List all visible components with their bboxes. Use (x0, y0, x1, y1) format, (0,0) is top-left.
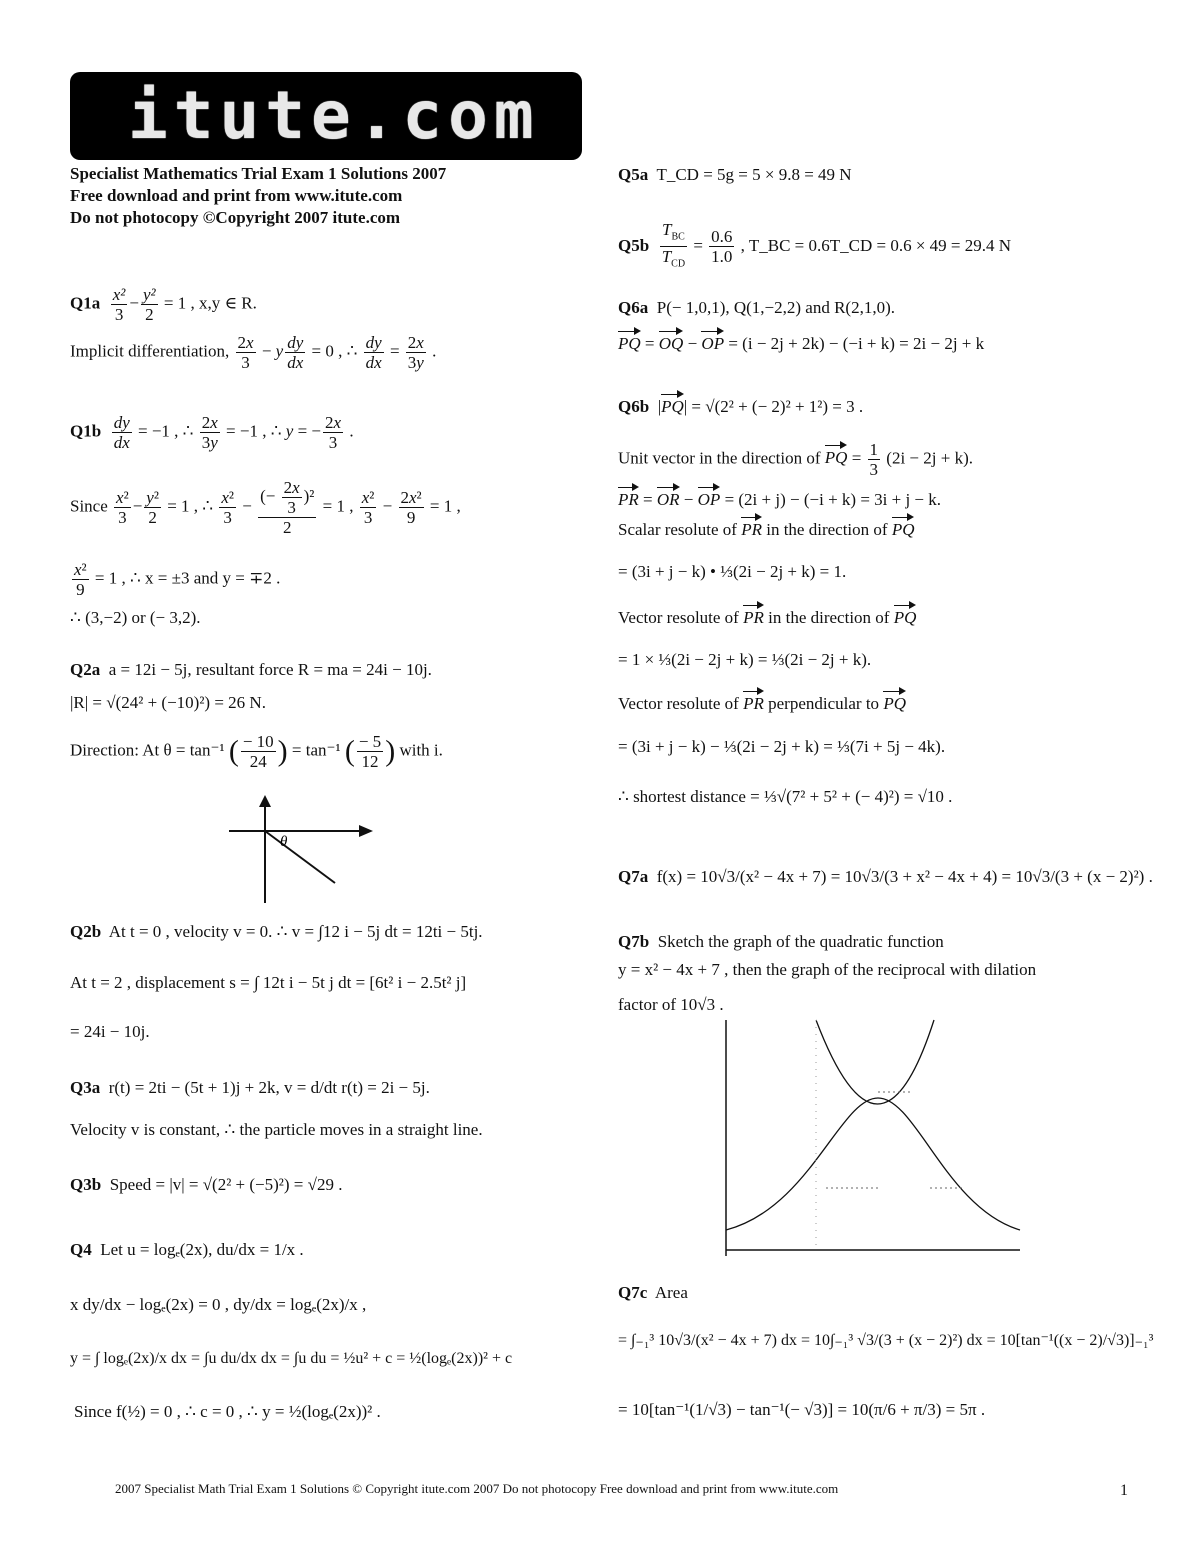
q2a-equals-text: = tan⁻¹ (291, 740, 341, 760)
q5b-line: Q5b $\frac{T_{BC}}{T_{CD}}$ = $\frac{0.6}{1.0}$ , T_BC = 0.6T_CD = 0.6 × 49 = 29.4 N (618, 220, 1012, 270)
q6b-perp: Vector resolute of PR perpendicular to PQ (618, 694, 906, 713)
header-download: Free download and print from www.itute.com (70, 186, 403, 205)
q4-line3: y = ∫ logₑ(2x)/x dx = ∫u du/dx dx = ∫u du = ½u² + c = ½(logₑ(2x))² + c (70, 1350, 513, 1367)
q2a-line1 (70, 660, 432, 680)
q3b-label: Q3b (70, 1175, 102, 1194)
q7c-label: Q7c (618, 1283, 648, 1302)
q6b-unit-text2: (2i − 2j + k). (886, 448, 973, 468)
q2a-line3: Direction: At θ = tan⁻¹ ( $\frac{- 10}{24}$ ) = tan⁻¹ ( $\frac{- 5}{12}$ ) with i. (70, 732, 443, 771)
q2a-direction-diagram (225, 793, 380, 905)
q6a-line2-text: = (i − 2j + 2k) − (−i + k) = 2i − 2j + k (728, 334, 985, 353)
q6a-line1-text: P(− 1,0,1), Q(1,−2,2) and R(2,1,0). (656, 298, 895, 317)
q2b-line2: At t = 2 , displacement s = ∫ 12t i − 5t j dt = [6t² i − 2.5t² j] (70, 973, 467, 992)
reciprocal-curve (726, 1098, 1020, 1230)
q7c-line1: = ∫₋₁³ 10√3/(x² − 4x + 7) dx = 10∫₋₁³ √3/(3 + (x − 2)²) dx = 10[tan⁻¹((x − 2)/√3)]₋₁³ (618, 1332, 1154, 1349)
q7b-line2: y = x² − 4x + 7 , then the graph of the reciprocal with dilation (618, 960, 1037, 979)
q6b-scalar-text2: in the direction of (766, 520, 888, 539)
q1b-block: Q1b $\frac{dy}{dx}$ = −1 , ∴ $\frac{2x}{3y}$ = −1 , ∴ y = − $\frac{2x}{3}$ . (70, 413, 354, 452)
footer-text: 2007 Specialist Math Trial Exam 1 Solutions © Copyright itute.com 2007 Do not photocopy Free download and print from www.itute.com (115, 1481, 839, 1496)
q6b-vres-text2: in the direction of (768, 608, 890, 627)
q7a-line (618, 867, 1153, 887)
q6b-scalar-value: = (3i + j − k) • ⅓(2i − 2j + k) = 1. (618, 562, 847, 581)
q6b-vres-value: = 1 × ⅓(2i − 2j + k) = ⅓(2i − 2j + k). (618, 650, 872, 669)
q4-line1 (70, 1240, 304, 1260)
q7c-line2: = 10[tan⁻¹(1/√3) − tan⁻¹(− √3)] = 10(π/6 + π/3) = 5π . (618, 1400, 986, 1419)
q2a-line1-text: a = 12i − 5j, resultant force R = ma = 24i − 10j. (108, 660, 432, 679)
q1b-points: ∴ (3,−2) or (− 3,2). (70, 608, 201, 627)
q1a-label: Q1a (70, 293, 101, 313)
q1a-implicit-text: Implicit differentiation, (70, 341, 230, 361)
q6b-scalar: Scalar resolute of PR in the direction of PQ (618, 520, 915, 539)
q6b-perp-text: Vector resolute of (618, 694, 739, 713)
q7b-line3: factor of 10√3 . (618, 995, 724, 1014)
q1a-implicit: Implicit differentiation, $\frac{2x}{3}$ − y $\frac{dy}{dx}$ = 0 , ∴ $\frac{dy}{dx}$ = $\frac{2x}{3y}$ . (70, 333, 437, 372)
q6b-distance: ∴ shortest distance = ⅓√(7² + 5² + (− 4)²) = √10 . (618, 787, 953, 806)
q5b-text: , T_BC = 0.6T_CD = 0.6 × 49 = 29.4 N (740, 235, 1012, 255)
q7a-text: f(x) = 10√3/(x² − 4x + 7) = 10√3/(3 + x² − 4x + 4) = 10√3/(3 + (x − 2)²) . (656, 867, 1153, 886)
q7c-line0 (618, 1283, 688, 1303)
q3a-line1 (70, 1078, 430, 1098)
q2b-line1 (70, 922, 483, 942)
q6b-label: Q6b (618, 397, 650, 416)
q2b-line3: = 24i − 10j. (70, 1022, 150, 1041)
q2a-with-i-text: with i. (399, 740, 443, 760)
q1b-since-text: Since (70, 496, 108, 516)
q6a-label: Q6a (618, 298, 649, 317)
q6b-vres-text: Vector resolute of (618, 608, 739, 627)
itute-logo: itute.com (70, 72, 582, 160)
q6a-line1 (618, 298, 895, 318)
q6b-scalar-text: Scalar resolute of (618, 520, 737, 539)
parabola-curve (816, 1020, 934, 1104)
page-number: 1 (1120, 1482, 1128, 1499)
q1a-block: Q1a $\frac{\text{x²}}{3}$ − $\frac{\text{y²}}{2}$ = 1 , x,y ∈ R. (70, 285, 257, 324)
q3a-line1-text: r(t) = 2ti − (5t + 1)j + 2k, v = d/dt r(t) = 2i − 5j. (108, 1078, 430, 1097)
q6b-line1-text: = √(2² + (− 2)² + 1²) = 3 . (691, 397, 864, 416)
q2a-label: Q2a (70, 660, 101, 679)
q2a-line2: |R| = √(24² + (−10)²) = 26 N. (70, 693, 266, 712)
q6a-line2: PQ = OQ − OP = (i − 2j + 2k) − (−i + k) = 2i − 2j + k (618, 334, 985, 353)
header-copyright: Do not photocopy ©Copyright 2007 itute.com (70, 208, 401, 227)
q3b-line1-text: Speed = |v| = √(2² + (−5)²) = √29 . (109, 1175, 343, 1194)
q4-line4: Since f(½) = 0 , ∴ c = 0 , ∴ y = ½(logₑ(2x))² . (74, 1402, 381, 1421)
q6b-perp-value: = (3i + j − k) − ⅓(2i − 2j + k) = ⅓(7i + 5j − 4k). (618, 737, 946, 756)
q5a-line (618, 165, 852, 185)
q6b-vres: Vector resolute of PR in the direction of PQ (618, 608, 917, 627)
q1a-equation: = 1 , x,y ∈ R. (163, 293, 257, 313)
q3a-label: Q3a (70, 1078, 101, 1097)
q2b-label: Q2b (70, 922, 102, 941)
q5a-text: T_CD = 5g = 5 × 9.8 = 49 N (656, 165, 852, 184)
q3a-line2: Velocity v is constant, ∴ the particle moves in a straight line. (70, 1120, 483, 1139)
q7b-label: Q7b (618, 932, 650, 951)
q1b-solution-text: = 1 , ∴ x = ±3 and y = ∓2 . (94, 568, 281, 588)
q6b-pr: PR = OR − OP = (2i + j) − (−i + k) = 3i + j − k. (618, 490, 942, 509)
q6b-unit-text: Unit vector in the direction of (618, 448, 821, 468)
q5b-label: Q5b (618, 235, 650, 255)
theta-label: θ (280, 834, 288, 850)
q5a-label: Q5a (618, 165, 649, 184)
q7c-area-text: Area (654, 1283, 688, 1302)
q4-line1-text: Let u = logₑ(2x), du/dx = 1/x . (100, 1240, 304, 1259)
q1b-label: Q1b (70, 421, 102, 441)
q6b-unit: Unit vector in the direction of PQ = $\frac{1}{3}$ (2i − 2j + k). (618, 440, 973, 479)
header-title: Specialist Mathematics Trial Exam 1 Solutions 2007 (70, 164, 447, 183)
q7a-label: Q7a (618, 867, 649, 886)
q1b-since: Since $\frac{\text{x²}}{3}$ − $\frac{\text{y²}}{2}$ = 1 , ∴ $\frac{\text{x²}}{3}$ − (− $\frac{2x}{3}$ )² 2 = 1 , $\frac{\text{x²}}{3}$ − $\frac{\text{2x²}}{9}$ = 1 , (70, 478, 461, 537)
q7b-sketch-graph (720, 1018, 1025, 1258)
q6b-perp-text2: perpendicular to (768, 694, 880, 713)
q4-line2: x dy/dx − logₑ(2x) = 0 , dy/dx = logₑ(2x)/x , (70, 1295, 367, 1314)
q1b-solution: $\frac{\text{x²}}{9}$ = 1 , ∴ x = ±3 and y = ∓2 . (74, 560, 281, 599)
q4-label: Q4 (70, 1240, 92, 1259)
q2a-direction-text: Direction: At θ = tan⁻¹ (70, 740, 225, 760)
q3b-line1 (70, 1175, 342, 1195)
q7b-line1 (618, 932, 944, 952)
q7b-line1-text: Sketch the graph of the quadratic function (657, 932, 944, 951)
q2b-line1-text: At t = 0 , velocity v = 0. ∴ v = ∫12 i − 5j dt = 12ti − 5tj. (108, 922, 483, 941)
q6b-line1: Q6b |PQ| = √(2² + (− 2)² + 1²) = 3 . (618, 397, 864, 416)
q6b-pr-text: = (2i + j) − (−i + k) = 3i + j − k. (724, 490, 942, 509)
